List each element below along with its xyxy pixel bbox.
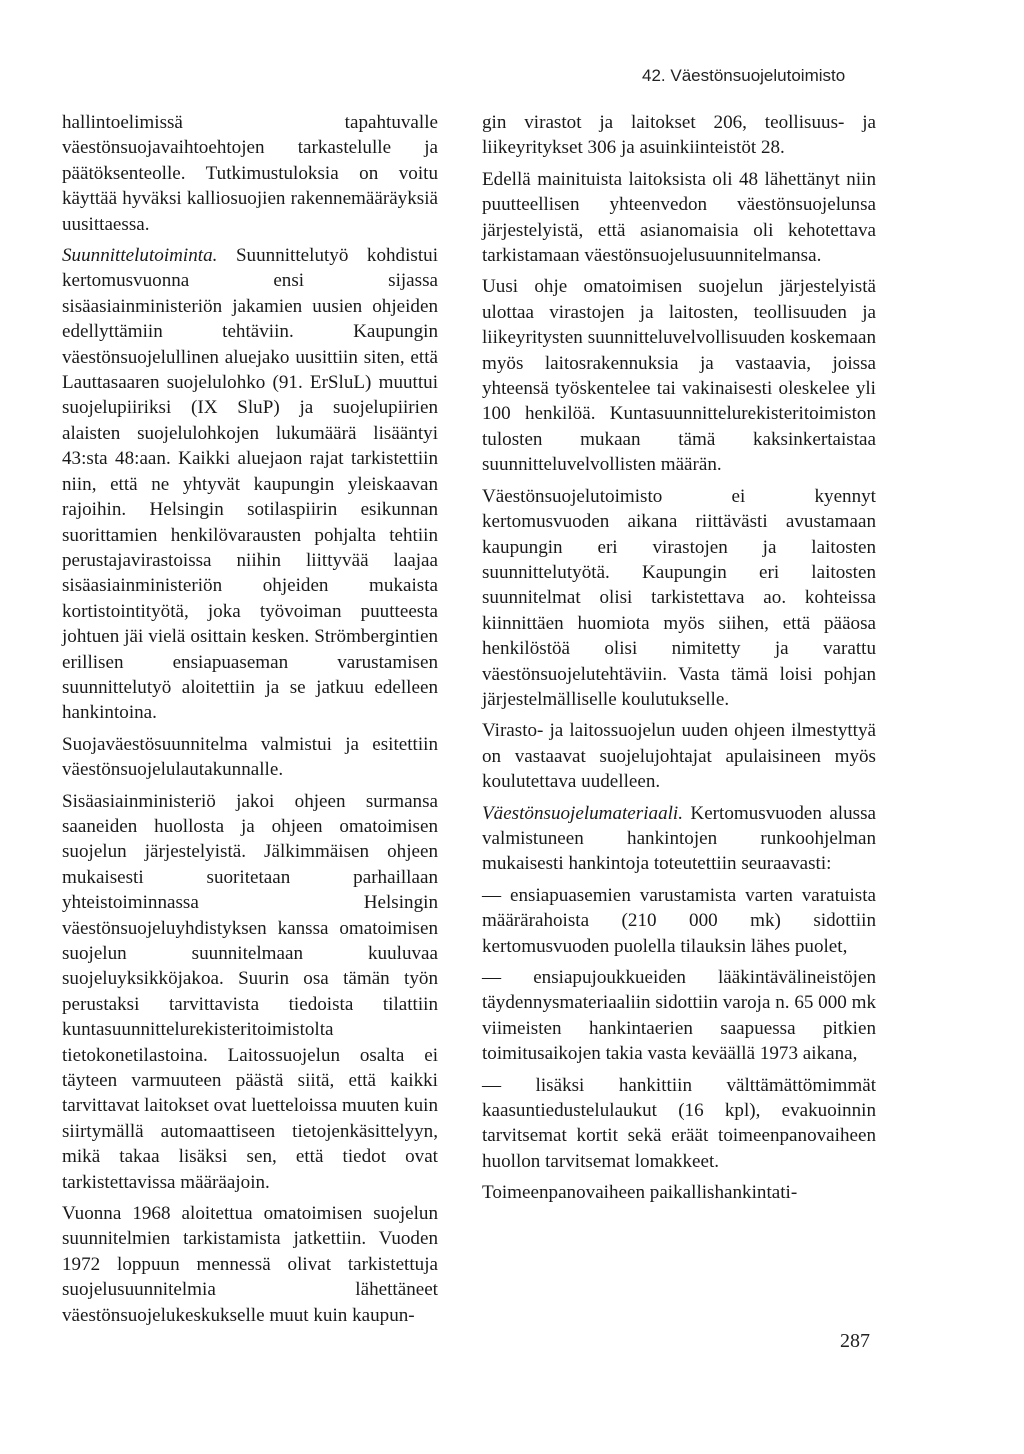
list-item: — lisäksi hankittiin välttämättömimmät kaasuntiedustelulaukut (16 kpl), evakuoinnin tarvitsemat kortit sekä eräät toimeenpanovaiheen huollon tarvitsemat lomakkeet. — [482, 1074, 876, 1172]
paragraph: Suojaväestösuunnitelma valmistui ja esitettiin väestönsuojelulautakunnalle. — [62, 733, 438, 781]
paragraph: Vuonna 1968 aloitettua omatoimisen suojelun suunnitelmien tarkistamista jatkettiin. Vuoden 1972 loppuun mennessä olivat tarkistettuja suojelusuunnitelmia lähettäneet väestönsuojelukeskukselle muut kuin kaupun- — [62, 1203, 438, 1326]
paragraph: gin virastot ja laitokset 206, teollisuus- ja liikeyritykset 306 ja asuinkiinteistöt 28. — [482, 112, 876, 159]
left-column — [62, 110, 438, 1328]
paragraph-text: Suunnittelutyö kohdistui kertomusvuonna ensi sijassa sisäasiainministeriön jakamien uusien ohjeiden edellyttämiin tehtäviin. Kaupungin väestönsuojelullinen aluejako uusittiin siten, että Lauttasaaren suojelulohko (91. ErSluL) muuttui suojelupiiriksi (IX SluP) ja suojelupiirien alaisten suojelulohkojen lukumäärä lisääntyi 43:sta 48:aan. Kaikki aluejaon rajat tarkistettiin niin, että ne yhtyvät kaupungin yleiskaavan rajoihin. Helsingin sotilaspiirin esikunnan suorittamien henkilövarausten pohjalta tehtiin perustajavirastoissa niihin liittyvää laajaa sisäasiainministeriön ohjeiden mukaista kortistointityötä, joka työvoiman puutteesta johtuen jäi vielä osittain kesken. Strömbergintien erillisen ensiapuaseman varustamisen suunnittelutyö aloitettiin ja se jatkuu edelleen hankintoina. — [62, 245, 438, 724]
paragraph — [482, 801, 876, 877]
paragraph-text: Kertomusvuoden alussa valmistuneen hankintojen runkoohjelman mukaisesti hankintoja toteutettiin seuraavasti: — [482, 802, 876, 875]
right-column — [482, 110, 876, 1206]
section-heading: Väestönsuojelumateriaali. — [482, 802, 683, 824]
paragraph: hallintoelimissä tapahtuvalle väestönsuojavaihtoehtojen tarkastelulle ja päätöksenteolle. Tutkimustuloksia on voitu käyttää hyväksi kalliosuojien rakennemääräyksiä uusittaessa. — [62, 112, 438, 235]
paragraph — [62, 243, 438, 726]
paragraph: Uusi ohje omatoimisen suojelun järjestelyistä ulottaa virastojen ja laitosten, teollisuuden ja liikeyritysten suunnitteluvelvollisuuden koskemaan myös laitosrakennuksia ja vastaavia, joissa yhteensä työskentelee tai vakinaisesti oleskelee yli 100 henkilöä. Kuntasuunnittelurekisteritoimiston tulosten mukaan tämä kaksinkertaistaa suunnitteluvelvollisten määrän. — [482, 276, 876, 476]
list-item: — ensiapujoukkueiden lääkintävälineistöjen täydennysmateriaaliin sidottiin varoja n. 65 000 mk viimeisten hankintaerien saapuessa pitkien toimitusaikojen takia vasta keväällä 1973 aikana, — [482, 967, 876, 1065]
paragraph: Väestönsuojelutoimisto ei kyennyt kertomusvuoden aikana riittävästi avustamaan kaupungin eri virastojen ja laitosten suunnittelutyötä. Kaupungin eri laitosten suunnitelmat olisi tarkistettava ao. kohteissa kiinnittäen huomiota myös siihen, että pääosa henkilöstöä olisi nimitetty ja varattu väestönsuojelutehtäviin. Vasta tämä loisi pohjan järjestelmälliselle koulutukselle. — [482, 485, 876, 710]
section-heading: Suunnittelutoiminta. — [62, 245, 218, 267]
running-head: 42. Väestönsuojelutoimisto — [642, 66, 846, 85]
paragraph: Edellä mainituista laitoksista oli 48 lähettänyt niin puutteellisen yhteenvedon väestönsuojelunsa järjestelyistä, että asianomaisia oli kehotettava tarkistamaan väestönsuojelusuunnitelmansa. — [482, 168, 876, 267]
list-item: — ensiapuasemien varustamista varten varatuista määrärahoista (210 000 mk) sidottiin kertomusvuoden puolella tilauksin lähes puolet, — [482, 884, 876, 957]
paragraph: Toimeenpanovaiheen paikallishankintati- — [482, 1182, 798, 1204]
paragraph: Sisäasiainministeriö jakoi ohjeen surmansa saaneiden huollosta ja ohjeen omatoimisen suojelun järjestelyistä. Jälkimmäisen ohjeen mukaisesti suoritetaan parhaillaan yhteistoiminnassa Helsingin väestönsuojeluyhdistyksen kanssa omatoimisen suojelun suunnitelmaan kuuluvaa suojeluyksikköjakoa. Suurin osa tämän työn perustaksi tarvittavista tiedoista tilattiin kuntasuunnittelurekisteritoimistolta tietokonetilastoina. Laitossuojelun osalta ei täyteen varmuuteen päästä siitä, että kaikki tarvittavat laitokset ovat luetteloissa muuten kuin siirtymällä automaattiseen tietojenkäsittelyyn, mikä takaa lisäksi sen, että tiedot ovat tarkistettavissa määräajoin. — [62, 790, 438, 1193]
paragraph: Virasto- ja laitossuojelun uuden ohjeen ilmestyttyä on vastaavat suojelujohtajat apulaisineen myös koulutettava uudelleen. — [482, 720, 876, 793]
page-number: 287 — [840, 1330, 870, 1352]
